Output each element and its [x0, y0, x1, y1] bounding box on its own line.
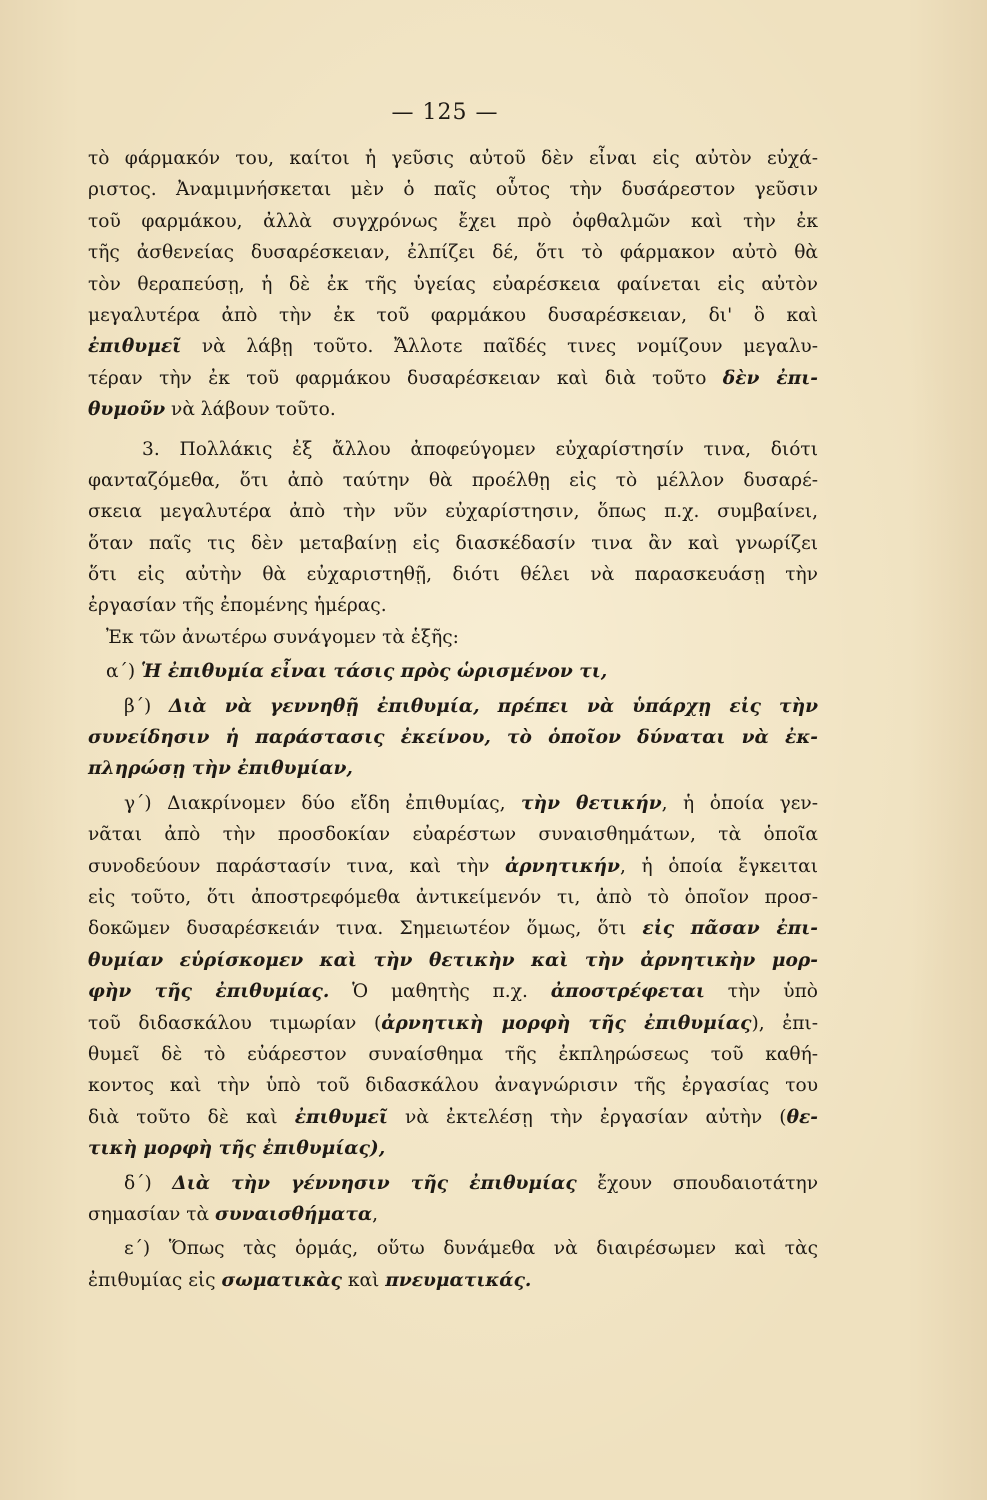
- text-line: [88, 1168, 818, 1199]
- text-segment: εἰς τοῦτο, ὅτι ἀποστρεφόμεθα ἀντικείμενόν τι, ἀπὸ τὸ ὁποῖον προσ-: [88, 886, 818, 908]
- text-segment: θυμεῖ δὲ τὸ εὐάρεστον συναίσθημα τῆς ἐκπληρώσεως τοῦ καθή-: [88, 1043, 818, 1065]
- text-line: [88, 788, 818, 819]
- text-segment: ἐργασίαν τῆς ἐπομένης ἡμέρας.: [88, 595, 387, 617]
- text-line: [88, 913, 818, 944]
- text-segment: τοῦ φαρμάκου, ἀλλὰ συγχρόνως ἔχει πρὸ ὀφθαλμῶν καὶ τὴν ἐκ: [88, 210, 818, 232]
- emphasis-text: ἀποστρέφεται: [550, 981, 705, 1003]
- text-line: [88, 1102, 818, 1133]
- text-line: [88, 1008, 818, 1039]
- text-segment: τέραν τὴν ἐκ τοῦ φαρμάκου δυσαρέσκειαν καὶ διὰ τοῦτο: [88, 367, 723, 389]
- text-segment: σκεια μεγαλυτέρα ἀπὸ τὴν νῦν εὐχαρίστησιν, ὅπως π.χ. συμβαίνει,: [88, 501, 818, 523]
- text-line: [88, 976, 818, 1007]
- emphasis-text: τικὴ μορφὴ τῆς ἐπιθυμίας),: [88, 1138, 386, 1160]
- emphasis-text: τὴν θετικήν: [521, 792, 662, 814]
- text-segment: ἐπιθυμίας εἰς: [88, 1269, 222, 1291]
- text-line: [88, 882, 818, 913]
- text-segment: ε΄) Ὅπως τὰς ὁρμάς, οὕτω δυνάμεθα νὰ διαιρέσωμεν καὶ τὰς: [124, 1238, 818, 1260]
- text-line: [88, 1039, 818, 1070]
- emphasis-text: συνείδησιν ἡ παράστασις ἐκείνου, τὸ ὁποῖον δύναται νὰ ἐκ-: [88, 727, 818, 749]
- text-line: [88, 174, 818, 205]
- text-segment: μεγαλυτέρα ἀπὸ τὴν ἐκ τοῦ φαρμάκου δυσαρέσκειαν, δι' ὃ καὶ: [88, 304, 818, 326]
- text-segment: Ἐκ τῶν ἀνωτέρω συνάγομεν τὰ ἑξῆς:: [106, 626, 459, 648]
- body-text: [88, 143, 818, 1296]
- text-line: [88, 363, 818, 394]
- text-segment: φανταζόμεθα, ὅτι ἀπὸ ταύτην θὰ προέλθῃ εἰς τὸ μέλλον δυσαρέ-: [88, 469, 818, 491]
- text-segment: ), ἐπι-: [751, 1012, 819, 1034]
- emphasis-text: ἐπιθυμεῖ: [88, 336, 182, 358]
- text-line: [88, 1133, 818, 1164]
- text-line: [88, 434, 818, 465]
- text-line: [88, 496, 818, 527]
- text-line: [88, 465, 818, 496]
- text-segment: τὸ φάρμακόν του, καίτοι ἡ γεῦσις αὐτοῦ δὲν εἶναι εἰς αὐτὸν εὐχά-: [88, 148, 818, 169]
- text-line: [88, 269, 818, 300]
- text-segment: σημασίαν τὰ: [88, 1203, 215, 1225]
- text-line: [88, 945, 818, 976]
- text-segment: συνοδεύουν παράστασίν τινα, καὶ τὴν: [88, 855, 505, 877]
- emphasis-text: Διὰ τὴν γέννησιν τῆς ἐπιθυμίας: [172, 1172, 577, 1194]
- text-line: [88, 691, 818, 722]
- text-line: [88, 1070, 818, 1101]
- emphasis-text: πνευματικάς.: [385, 1269, 532, 1291]
- text-segment: δ΄): [124, 1172, 173, 1194]
- emphasis-text: θε-: [786, 1106, 818, 1128]
- text-segment: τοῦ διδασκάλου τιμωρίαν (: [88, 1012, 382, 1034]
- emphasis-text: φὴν τῆς ἐπιθυμίας.: [88, 981, 330, 1003]
- text-line: [88, 206, 818, 237]
- emphasis-text: ἐπιθυμεῖ: [294, 1106, 388, 1128]
- text-line: [88, 1233, 818, 1264]
- text-segment: τῆς ἀσθενείας δυσαρέσκειαν, ἐλπίζει δέ, ὅτι τὸ φάρμακον αὐτὸ θὰ: [88, 242, 818, 264]
- text-line: [88, 1199, 818, 1230]
- text-segment: ἔχουν σπουδαιοτάτην: [576, 1172, 818, 1194]
- text-line: [88, 590, 818, 621]
- text-segment: τὴν ὑπὸ: [704, 981, 818, 1003]
- text-line: [88, 528, 818, 559]
- text-line: [88, 819, 818, 850]
- text-segment: νὰ λάβουν τοῦτο.: [165, 399, 336, 421]
- emphasis-text: ἀρνητικήν: [505, 855, 620, 877]
- text-segment: δοκῶμεν δυσαρέσκειάν τινα. Σημειωτέον ὅμως, ὅτι: [88, 918, 643, 940]
- text-segment: Ὁ μαθητὴς π.χ.: [329, 981, 551, 1003]
- text-segment: ριστος. Ἀναμιμνήσκεται μὲν ὁ παῖς οὗτος τὴν δυσάρεστον γεῦσιν: [88, 179, 818, 201]
- text-segment: , ἡ ὁποία ἔγκειται: [619, 855, 819, 877]
- text-segment: νὰ ἐκτελέσῃ τὴν ἐργασίαν αὐτὴν (: [387, 1106, 787, 1128]
- text-segment: γ΄) Διακρίνομεν δύο εἴδη ἐπιθυμίας,: [124, 792, 522, 814]
- text-line: [88, 237, 818, 268]
- text-line: [88, 622, 818, 653]
- text-segment: κοντος καὶ τὴν ὑπὸ τοῦ διδασκάλου ἀναγνώρισιν τῆς ἐργασίας του: [88, 1075, 818, 1097]
- emphasis-text: Διὰ νὰ γεννηθῇ ἐπιθυμία, πρέπει νὰ ὑπάρχῃ εἰς τὴν: [168, 695, 818, 717]
- text-line: [88, 331, 818, 362]
- text-segment: ,: [372, 1203, 379, 1225]
- text-line: [88, 722, 818, 753]
- text-line: [88, 656, 818, 687]
- emphasis-text: θυμοῦν: [88, 399, 166, 421]
- text-segment: νὰ λάβῃ τοῦτο. Ἄλλοτε παῖδές τινες νομίζουν μεγαλυ-: [181, 336, 818, 358]
- text-segment: 3. Πολλάκις ἐξ ἄλλου ἀποφεύγομεν εὐχαρίστησίν τινα, διότι: [142, 438, 818, 460]
- text-line: [88, 851, 818, 882]
- text-segment: β΄): [124, 695, 169, 717]
- text-segment: ὅταν παῖς τις δὲν μεταβαίνῃ εἰς διασκέδασίν τινα ἂν καὶ γνωρίζει: [88, 532, 818, 554]
- emphasis-text: εἰς πᾶσαν ἐπι-: [642, 918, 818, 940]
- emphasis-text: δὲν ἐπι-: [722, 367, 818, 389]
- text-segment: διὰ τοῦτο δὲ καὶ: [88, 1106, 295, 1128]
- emphasis-text: πληρώσῃ τὴν ἐπιθυμίαν,: [88, 758, 353, 780]
- emphasis-text: σωματικὰς: [221, 1269, 342, 1291]
- emphasis-text: συναισθήματα: [214, 1203, 373, 1225]
- text-line: [88, 559, 818, 590]
- text-segment: νᾶται ἀπὸ τὴν προσδοκίαν εὐαρέστων συναισθημάτων, τὰ ὁποῖα: [88, 824, 818, 846]
- text-segment: τὸν θεραπεύσῃ, ἡ δὲ ἐκ τῆς ὑγείας εὐαρέσκεια φαίνεται εἰς αὐτὸν: [88, 273, 818, 295]
- emphasis-text: ἀρνητικὴ μορφὴ τῆς ἐπιθυμίας: [381, 1012, 752, 1034]
- text-line: [88, 1265, 818, 1296]
- emphasis-text: θυμίαν εὑρίσκομεν καὶ τὴν θετικὴν καὶ τὴν ἀρνητικὴν μορ-: [88, 949, 818, 971]
- text-segment: ὅτι εἰς αὐτὴν θὰ εὐχαριστηθῇ, διότι θέλει νὰ παρασκευάσῃ τὴν: [88, 564, 818, 586]
- emphasis-text: Ἡ ἐπιθυμία εἶναι τάσις πρὸς ὡρισμένον τι,: [141, 661, 608, 683]
- text-segment: α΄): [106, 661, 142, 683]
- text-segment: , ἡ ὁποία γεν-: [661, 792, 818, 814]
- text-line: [88, 300, 818, 331]
- text-segment: καὶ: [341, 1269, 386, 1291]
- text-line: [88, 753, 818, 784]
- text-line: [88, 143, 818, 174]
- text-line: [88, 394, 818, 425]
- page-number: — 125 —: [391, 100, 499, 125]
